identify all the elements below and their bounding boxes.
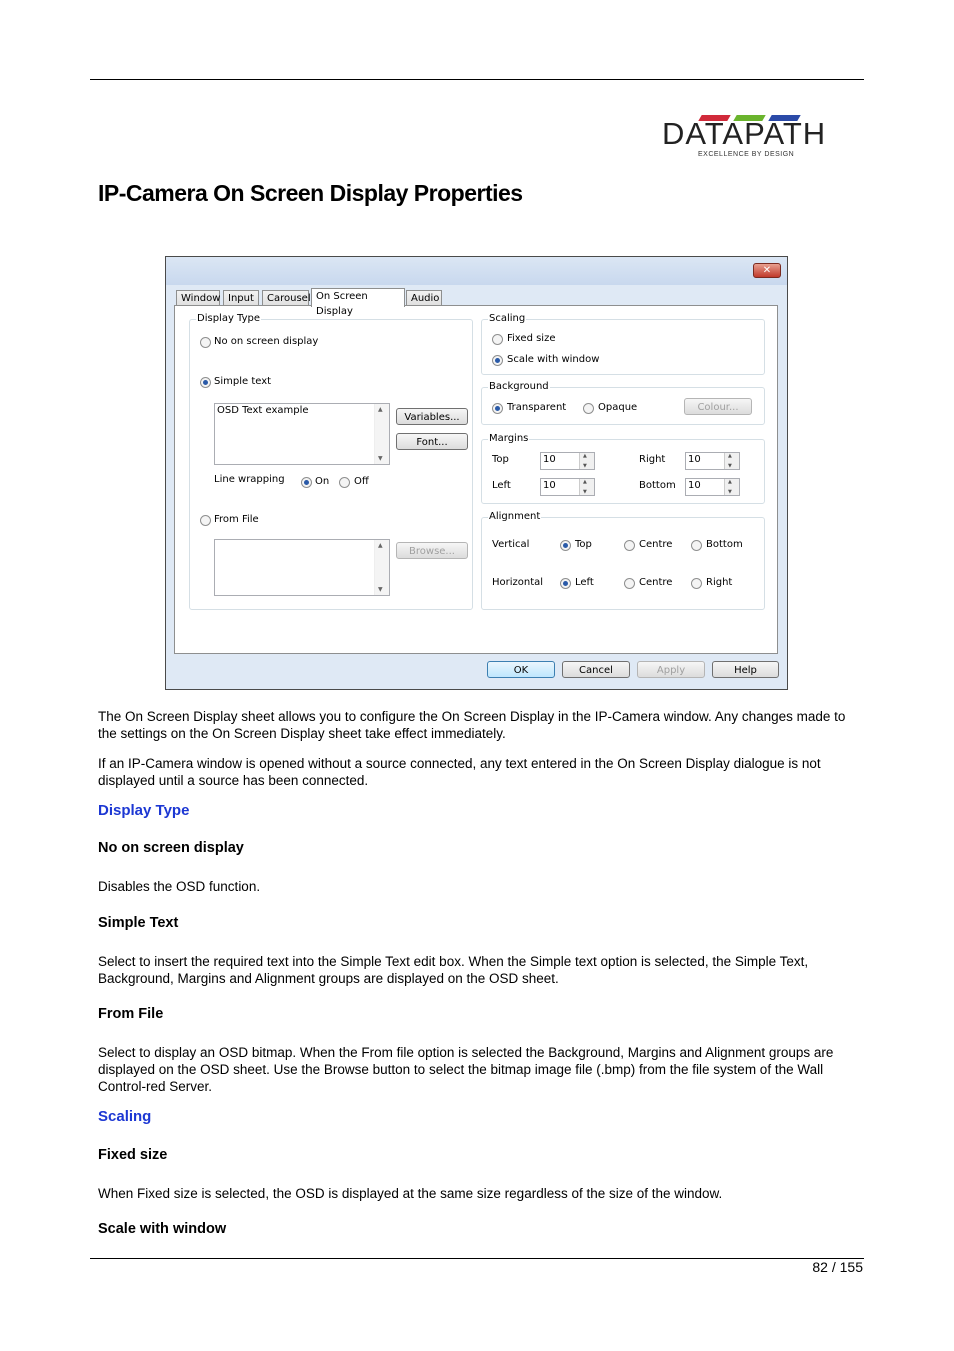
margin-bottom-value: 10 xyxy=(688,480,701,491)
heading-scale-with-window: Scale with window xyxy=(98,1221,227,1237)
simple-text-editbox[interactable] xyxy=(214,403,390,465)
h-centre-label: Centre xyxy=(639,577,673,588)
transparent-label: Transparent xyxy=(507,402,567,413)
heading-fixed-size: Fixed size xyxy=(98,1147,168,1163)
h-left-label: Left xyxy=(575,577,594,588)
apply-button[interactable]: Apply xyxy=(637,661,705,678)
scale-with-window-radio[interactable] xyxy=(492,355,503,366)
file-path-box[interactable] xyxy=(214,539,390,596)
line-wrapping-label: Line wrapping xyxy=(214,474,285,485)
vertical-label: Vertical xyxy=(492,539,530,550)
h-right-label: Right xyxy=(706,577,733,588)
display-type-legend: Display Type xyxy=(197,313,261,324)
variables-button[interactable]: Variables... xyxy=(396,408,468,425)
background-legend: Background xyxy=(489,381,549,392)
ok-button[interactable]: OK xyxy=(487,661,555,678)
simple-text-radio[interactable] xyxy=(200,377,211,388)
margins-group xyxy=(481,433,765,504)
h-right-radio[interactable] xyxy=(691,578,702,589)
opaque-label: Opaque xyxy=(598,402,638,413)
alignment-group xyxy=(481,511,765,610)
margins-legend: Margins xyxy=(489,433,529,444)
margin-bottom-label: Bottom xyxy=(639,480,676,491)
osd-properties-dialog xyxy=(165,256,788,690)
spin-arrows[interactable] xyxy=(579,479,594,495)
scrollbar[interactable] xyxy=(374,404,389,464)
font-button[interactable]: Font... xyxy=(396,433,468,450)
v-top-label: Top xyxy=(575,539,592,550)
spin-arrows[interactable] xyxy=(724,479,739,495)
no-osd-label: No on screen display xyxy=(214,336,319,347)
horizontal-label: Horizontal xyxy=(492,577,544,588)
margin-top-label: Top xyxy=(492,454,509,465)
logo-wordmark: DATAPATH xyxy=(662,116,827,151)
text-no-osd: Disables the OSD function. xyxy=(98,879,261,894)
page-title: IP-Camera On Screen Display Properties xyxy=(98,180,523,206)
margin-right-value: 10 xyxy=(688,454,701,465)
margin-left-label: Left xyxy=(492,480,511,491)
wrap-on-radio[interactable] xyxy=(301,477,312,488)
background-group xyxy=(481,381,765,425)
wrap-off-label: Off xyxy=(354,476,369,487)
scrollbar[interactable] xyxy=(374,540,389,595)
cancel-button[interactable]: Cancel xyxy=(562,661,630,678)
v-bottom-radio[interactable] xyxy=(691,540,702,551)
margin-right-label: Right xyxy=(639,454,666,465)
v-centre-label: Centre xyxy=(639,539,673,550)
margin-right-spinner[interactable] xyxy=(685,452,740,470)
osd-sheet xyxy=(174,305,778,654)
no-osd-radio[interactable] xyxy=(200,337,211,348)
datapath-logo xyxy=(660,106,840,166)
scaling-legend: Scaling xyxy=(489,313,526,324)
tab-on-screen-display[interactable]: On Screen Display xyxy=(311,288,405,307)
h-left-radio[interactable] xyxy=(560,578,571,589)
scaling-group xyxy=(481,313,765,375)
heading-simple-text: Simple Text xyxy=(98,915,179,931)
text-simple-text: Select to insert the required text into the Simple Text edit box. When the Simple text option is selected, the Simple Text, Background, Margins and Alignment groups are displayed on the OSD sheet. xyxy=(98,954,809,986)
heading-no-osd: No on screen display xyxy=(98,840,244,856)
simple-text-value: OSD Text example xyxy=(217,405,309,416)
from-file-radio[interactable] xyxy=(200,515,211,526)
alignment-legend: Alignment xyxy=(489,511,541,522)
tab-carousel[interactable]: Carousel xyxy=(262,290,309,305)
spin-arrows[interactable] xyxy=(724,453,739,469)
fixed-size-label: Fixed size xyxy=(507,333,556,344)
help-button[interactable]: Help xyxy=(712,661,779,678)
browse-button[interactable]: Browse... xyxy=(396,542,468,559)
close-icon[interactable]: ✕ xyxy=(753,263,781,278)
top-rule xyxy=(90,79,864,80)
note-paragraph: If an IP-Camera window is opened without a source connected, any text entered in the On Screen Display dialogue is not displayed until a source has been connected. xyxy=(98,756,821,788)
margin-top-spinner[interactable] xyxy=(540,452,595,470)
heading-from-file: From File xyxy=(98,1006,164,1022)
opaque-radio[interactable] xyxy=(583,403,594,414)
text-from-file: Select to display an OSD bitmap. When the From file option is selected the Background, Margins and Alignment groups are displayed on the OSD sheet. Use the Browse button to select the bitmap image file (.bmp) from the file system of the Wall Control-red Server. xyxy=(98,1045,834,1094)
simple-text-label: Simple text xyxy=(214,376,272,387)
logo-tagline: EXCELLENCE BY DESIGN xyxy=(698,151,795,158)
text-fixed-size: When Fixed size is selected, the OSD is displayed at the same size regardless of the size of the window. xyxy=(98,1186,723,1201)
scale-with-window-label: Scale with window xyxy=(507,354,600,365)
spin-arrows[interactable] xyxy=(579,453,594,469)
section-scaling: Scaling xyxy=(98,1108,152,1125)
section-display-type: Display Type xyxy=(98,802,190,819)
margin-left-value: 10 xyxy=(543,480,556,491)
h-centre-radio[interactable] xyxy=(624,578,635,589)
dialog-titlebar xyxy=(166,257,787,285)
margin-left-spinner[interactable] xyxy=(540,478,595,496)
bottom-rule xyxy=(90,1258,864,1259)
wrap-on-label: On xyxy=(315,476,330,487)
from-file-label: From File xyxy=(214,514,259,525)
tab-audio[interactable]: Audio xyxy=(406,290,442,305)
v-centre-radio[interactable] xyxy=(624,540,635,551)
v-bottom-label: Bottom xyxy=(706,539,743,550)
tab-input[interactable]: Input xyxy=(223,290,259,305)
display-type-group xyxy=(189,313,473,610)
v-top-radio[interactable] xyxy=(560,540,571,551)
fixed-size-radio[interactable] xyxy=(492,334,503,345)
transparent-radio[interactable] xyxy=(492,403,503,414)
page-number: 82 / 155 xyxy=(812,1259,863,1275)
tab-window[interactable]: Window xyxy=(176,290,220,305)
colour-button[interactable]: Colour... xyxy=(684,398,752,415)
wrap-off-radio[interactable] xyxy=(339,477,350,488)
margin-bottom-spinner[interactable] xyxy=(685,478,740,496)
intro-paragraph: The On Screen Display sheet allows you to configure the On Screen Display in the IP-Camera window. Any changes made to the settings on the On Screen Display sheet take effect immediately. xyxy=(98,709,846,741)
margin-top-value: 10 xyxy=(543,454,556,465)
